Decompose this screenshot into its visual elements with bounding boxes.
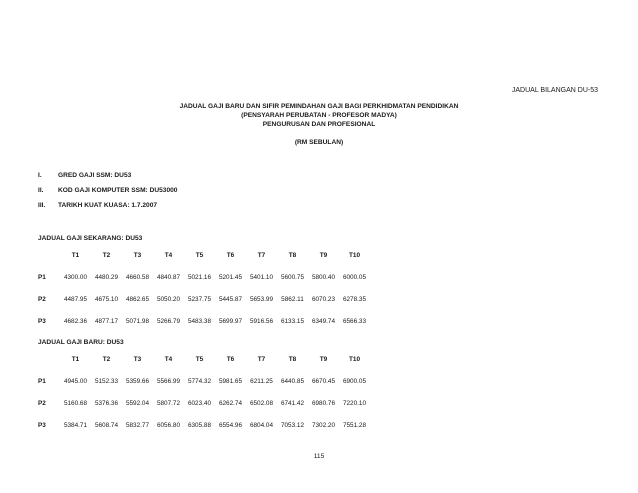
info-computer-code: KOD GAJI KOMPUTER SSM: DU53000 xyxy=(58,187,178,194)
salary-cell: 6262.74 xyxy=(218,399,243,407)
heading-line-2: (PENSYARAH PERUBATAN - PROFESOR MADYA) xyxy=(241,112,397,119)
salary-cell: 5862.11 xyxy=(281,295,304,303)
salary-cell: 5916.56 xyxy=(249,317,274,325)
column-header: T3 xyxy=(133,355,142,363)
salary-cell: 6566.33 xyxy=(342,317,367,325)
salary-cell: 5600.75 xyxy=(280,273,305,281)
column-header: T1 xyxy=(71,355,80,363)
column-header: T4 xyxy=(164,251,173,259)
salary-cell: 6440.85 xyxy=(280,377,305,385)
salary-cell: 6070.23 xyxy=(311,295,336,303)
info-effective-date: TARIKH KUAT KUASA: 1.7.2007 xyxy=(58,202,158,209)
salary-cell: 4877.17 xyxy=(94,317,119,325)
salary-cell: 6741.42 xyxy=(280,399,305,407)
salary-cell: 5981.65 xyxy=(218,377,243,385)
new-salary-table xyxy=(33,348,370,436)
salary-cell: 6211.25 xyxy=(250,377,273,385)
salary-cell: 4840.87 xyxy=(156,273,181,281)
salary-cell: 4487.95 xyxy=(63,295,88,303)
reference-label: JADUAL BILANGAN DU-53 xyxy=(511,87,598,94)
table-row xyxy=(33,392,370,414)
salary-cell: 5566.99 xyxy=(156,377,181,385)
column-header: T6 xyxy=(226,355,235,363)
salary-cell: 5699.97 xyxy=(218,317,243,325)
salary-cell: 7053.12 xyxy=(280,421,305,429)
salary-cell: 7551.28 xyxy=(342,421,367,429)
salary-cell: 5376.36 xyxy=(94,399,119,407)
heading-line-3: PENGURUSAN DAN PROFESIONAL xyxy=(262,121,376,128)
salary-cell: 4682.36 xyxy=(63,317,88,325)
row-label: P1 xyxy=(38,377,46,385)
row-label: P3 xyxy=(38,317,46,325)
column-header: T5 xyxy=(195,251,204,259)
header-corner xyxy=(33,348,60,370)
column-header: T7 xyxy=(257,251,266,259)
salary-cell: 6349.74 xyxy=(311,317,336,325)
column-header: T10 xyxy=(348,355,360,363)
table-row xyxy=(33,370,370,392)
salary-cell: 5807.72 xyxy=(156,399,181,407)
salary-cell: 4945.00 xyxy=(63,377,88,385)
column-header: T8 xyxy=(288,355,297,363)
salary-cell: 4300.00 xyxy=(63,273,88,281)
column-header: T2 xyxy=(102,355,111,363)
salary-cell: 4675.10 xyxy=(94,295,119,303)
salary-cell: 5384.71 xyxy=(63,421,88,429)
table-row xyxy=(33,288,370,310)
column-header: T8 xyxy=(288,251,297,259)
salary-cell: 6278.35 xyxy=(342,295,367,303)
salary-cell: 5832.77 xyxy=(125,421,150,429)
column-header: T6 xyxy=(226,251,235,259)
column-header: T9 xyxy=(319,355,328,363)
salary-cell: 5152.33 xyxy=(94,377,119,385)
heading-line-4: (RM SEBULAN) xyxy=(294,139,344,146)
row-label: P2 xyxy=(38,399,46,407)
row-label: P1 xyxy=(38,273,46,281)
heading-line-1: JADUAL GAJI BARU DAN SIFIR PEMINDAHAN GAJI BAGI PERKHIDMATAN PENDIDIKAN xyxy=(179,103,459,110)
salary-cell: 5237.75 xyxy=(187,295,212,303)
salary-cell: 6554.96 xyxy=(218,421,243,429)
salary-cell: 4480.29 xyxy=(94,273,119,281)
salary-cell: 5653.99 xyxy=(249,295,274,303)
column-header: T1 xyxy=(71,251,80,259)
salary-cell: 5483.38 xyxy=(187,317,212,325)
salary-cell: 4862.65 xyxy=(125,295,150,303)
salary-cell: 6056.80 xyxy=(156,421,181,429)
column-header: T10 xyxy=(348,251,360,259)
table-row xyxy=(33,266,370,288)
page-number: 115 xyxy=(313,453,325,460)
salary-cell: 5608.74 xyxy=(94,421,119,429)
salary-cell: 5071.98 xyxy=(125,317,150,325)
salary-cell: 5359.66 xyxy=(125,377,150,385)
column-header: T4 xyxy=(164,355,173,363)
row-label: P2 xyxy=(38,295,46,303)
table-row xyxy=(33,414,370,436)
salary-cell: 5266.79 xyxy=(156,317,181,325)
salary-cell: 6023.40 xyxy=(187,399,212,407)
column-header: T9 xyxy=(319,251,328,259)
info-num-1: I. xyxy=(38,172,42,179)
salary-cell: 5401.10 xyxy=(249,273,274,281)
salary-cell: 6804.04 xyxy=(249,421,274,429)
salary-cell: 6980.76 xyxy=(311,399,336,407)
row-label: P3 xyxy=(38,421,46,429)
info-num-3: III. xyxy=(38,202,46,209)
info-pay-grade: GRED GAJI SSM: DU53 xyxy=(58,172,132,179)
salary-cell: 6305.88 xyxy=(187,421,212,429)
salary-cell: 4660.58 xyxy=(125,273,150,281)
salary-cell: 5592.04 xyxy=(125,399,150,407)
salary-cell: 6133.15 xyxy=(280,317,305,325)
salary-cell: 5445.87 xyxy=(218,295,243,303)
column-header: T5 xyxy=(195,355,204,363)
salary-cell: 5800.40 xyxy=(311,273,336,281)
header-corner xyxy=(33,244,60,266)
table-header-row xyxy=(33,348,370,370)
salary-cell: 7302.20 xyxy=(311,421,336,429)
current-table-title: JADUAL GAJI SEKARANG: DU53 xyxy=(38,235,143,242)
salary-cell: 6900.05 xyxy=(342,377,367,385)
salary-cell: 5050.20 xyxy=(156,295,181,303)
column-header: T3 xyxy=(133,251,142,259)
column-header: T7 xyxy=(257,355,266,363)
salary-cell: 5160.68 xyxy=(63,399,88,407)
salary-cell: 6670.45 xyxy=(311,377,336,385)
column-header: T2 xyxy=(102,251,111,259)
salary-cell: 5201.45 xyxy=(218,273,243,281)
table-header-row xyxy=(33,244,370,266)
salary-cell: 5021.16 xyxy=(187,273,212,281)
salary-cell: 6502.08 xyxy=(249,399,274,407)
table-row xyxy=(33,310,370,332)
salary-cell: 6000.05 xyxy=(342,273,367,281)
new-table-title: JADUAL GAJI BARU: DU53 xyxy=(38,339,124,346)
current-salary-table xyxy=(33,244,370,332)
salary-cell: 5774.32 xyxy=(187,377,212,385)
info-num-2: II. xyxy=(38,187,44,194)
salary-cell: 7220.10 xyxy=(342,399,367,407)
